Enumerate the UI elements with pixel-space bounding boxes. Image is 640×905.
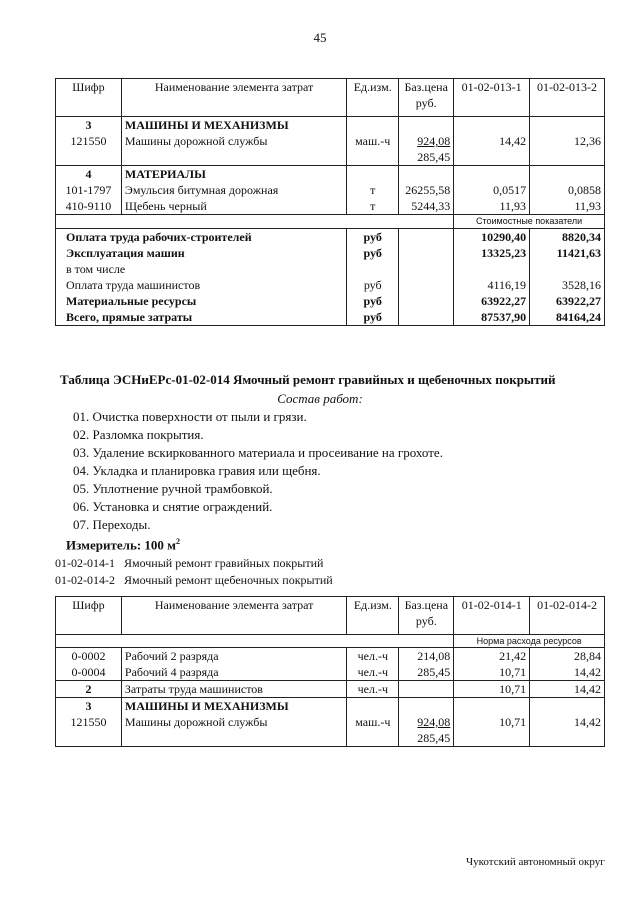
section-number: 3 <box>85 118 92 132</box>
summary-label: Материальные ресурсы <box>66 294 197 308</box>
resource-table-014 <box>55 596 605 747</box>
table-row <box>56 648 605 681</box>
variant-1-value: 21,42 <box>499 649 527 663</box>
work-step: 04. Укладка и планировка гравия или щебня. <box>73 463 321 478</box>
resource-unit: чел.-ч <box>347 681 399 698</box>
summary-variant-1: 87537,90 <box>481 310 527 324</box>
resource-code: 0-0004 <box>71 665 106 679</box>
resource-name: Щебень черный <box>124 199 207 213</box>
page-number: 45 <box>313 30 327 45</box>
summary-label: Всего, прямые затраты <box>66 310 193 324</box>
cost-indicators-caption: Стоимостные показатели <box>454 215 605 229</box>
resource-code: 121550 <box>70 134 107 148</box>
resource-name: Рабочий 2 разряда <box>124 649 219 663</box>
work-step: 05. Уплотнение ручной трамбовкой. <box>73 481 273 496</box>
summary-variant-2: 63922,27 <box>556 294 601 308</box>
section-title: МАШИНЫ И МЕХАНИЗМЫ <box>124 699 289 713</box>
variant-1-value: 10,71 <box>499 665 527 679</box>
norm-caption-row <box>56 635 605 648</box>
work-step: 07. Переходы. <box>73 517 151 532</box>
summary-label: Эксплуатация машин <box>66 246 185 260</box>
table-row <box>56 166 605 215</box>
section-title: Таблица ЭСНиЕРс-01-02-014 Ямочный ремонт гравийных и щебеночных покрытий <box>60 372 556 387</box>
resource-price-machinist: 285,45 <box>417 150 451 164</box>
col-header-name: Наименование элемента затрат <box>121 79 346 117</box>
col-header-variant-2: 01-02-013-2 <box>530 79 605 117</box>
summary-variant-1: 13325,23 <box>481 246 527 260</box>
section-number: 2 <box>56 681 122 698</box>
resource-price: 924,08 <box>417 134 451 148</box>
summary-unit: руб <box>363 230 382 244</box>
resource-unit: маш.-ч <box>355 134 391 148</box>
resource-price: 5244,33 <box>411 199 451 213</box>
table-row <box>56 698 605 747</box>
section-title: МАШИНЫ И МЕХАНИЗМЫ <box>124 118 289 132</box>
cost-summary-row <box>56 229 605 326</box>
resource-name: Затраты труда машинистов <box>121 681 346 698</box>
variant-2-value: 14,42 <box>574 665 601 679</box>
cost-caption-row <box>56 215 605 229</box>
col-header-unit: Ед.изм. <box>347 79 399 117</box>
work-step: 01. Очистка поверхности от пыли и грязи. <box>73 409 307 424</box>
col-header-unit: Ед.изм. <box>347 597 399 635</box>
col-header-price: Баз.цена руб. <box>399 597 454 635</box>
section-number: 3 <box>85 699 92 713</box>
resource-price: 26255,58 <box>405 183 451 197</box>
variant-1-value: 11,93 <box>499 199 527 213</box>
section-title: МАТЕРИАЛЫ <box>124 167 206 181</box>
resource-unit: т <box>370 183 376 197</box>
resource-price: 214,08 <box>417 649 451 663</box>
col-header-price: Баз.цена руб. <box>399 79 454 117</box>
resource-price: 924,08 <box>417 715 451 729</box>
table-header-row <box>56 79 605 117</box>
variant-description: 01-02-014-2 Ямочный ремонт щебеночных покрытий <box>55 573 333 587</box>
summary-variant-1: 63922,27 <box>481 294 527 308</box>
resource-code: 0-0002 <box>71 649 106 663</box>
summary-unit: руб <box>363 278 382 292</box>
footer-region: Чукотский автономный округ <box>466 856 605 868</box>
measure-unit: Измеритель: 100 $м^2$ <box>66 537 181 553</box>
resource-table-013 <box>55 78 605 326</box>
variant-1-value: 10,71 <box>454 698 530 747</box>
resource-code: 410-9110 <box>65 199 112 213</box>
work-step: 06. Установка и снятие ограждений. <box>73 499 273 514</box>
variant-2-value: 28,84 <box>574 649 601 663</box>
variant-2-value: 14,42 <box>530 698 605 747</box>
composition-title: Состав работ: <box>277 391 363 406</box>
variant-description: 01-02-014-1 Ямочный ремонт гравийных покрытий <box>55 556 324 570</box>
table-row <box>56 681 605 698</box>
work-step: 02. Разломка покрытия. <box>73 427 204 442</box>
resource-name: Эмульсия битумная дорожная <box>124 183 279 197</box>
summary-variant-2: 3528,16 <box>562 278 601 292</box>
summary-variant-1: 10290,40 <box>481 230 527 244</box>
resource-unit: чел.-ч <box>357 649 389 663</box>
summary-unit: руб <box>363 310 382 324</box>
variant-1-value: 10,71 <box>454 681 530 698</box>
resource-name: Рабочий 4 разряда <box>124 665 219 679</box>
summary-unit: руб <box>363 246 382 260</box>
table-header-row <box>56 597 605 635</box>
summary-variant-2: 8820,34 <box>562 230 601 244</box>
resource-unit: т <box>370 199 376 213</box>
variant-2-value: 11,93 <box>574 199 601 213</box>
col-header-variant-2: 01-02-014-2 <box>530 597 605 635</box>
col-header-variant-1: 01-02-013-1 <box>454 79 530 117</box>
variant-2-value: 0,0858 <box>568 183 601 197</box>
resource-code: 101-1797 <box>65 183 112 197</box>
section-number: 4 <box>85 167 92 181</box>
variant-1-value: 14,42 <box>454 117 530 166</box>
resource-price: 285,45 <box>417 665 451 679</box>
resource-price-machinist: 285,45 <box>417 731 451 745</box>
summary-label: Оплата труда машинистов <box>66 278 201 292</box>
summary-label: Оплата труда рабочих-строителей <box>66 230 252 244</box>
resource-unit: чел.-ч <box>357 665 389 679</box>
summary-label: в том числе <box>66 262 126 276</box>
resource-name: Машины дорожной службы <box>124 715 268 729</box>
variant-2-value: 12,36 <box>530 117 605 166</box>
work-steps-list <box>73 408 443 534</box>
work-step: 03. Удаление вскиркованного материала и просеивание на грохоте. <box>73 445 443 460</box>
col-header-name: Наименование элемента затрат <box>121 597 346 635</box>
variant-1-value: 0,0517 <box>493 183 527 197</box>
summary-variant-1: 4116,19 <box>487 278 527 292</box>
col-header-code: Шифр <box>56 79 122 117</box>
col-header-variant-1: 01-02-014-1 <box>454 597 530 635</box>
col-header-code: Шифр <box>56 597 122 635</box>
resource-unit: маш.-ч <box>355 715 391 729</box>
summary-variant-2: 11421,63 <box>556 246 601 260</box>
summary-unit: руб <box>363 294 382 308</box>
variant-2-value: 14,42 <box>530 681 605 698</box>
resource-code: 121550 <box>70 715 107 729</box>
resource-name: Машины дорожной службы <box>124 134 268 148</box>
norm-caption: Норма расхода ресурсов <box>454 635 605 648</box>
summary-variant-2: 84164,24 <box>556 310 601 324</box>
table-row <box>56 117 605 166</box>
